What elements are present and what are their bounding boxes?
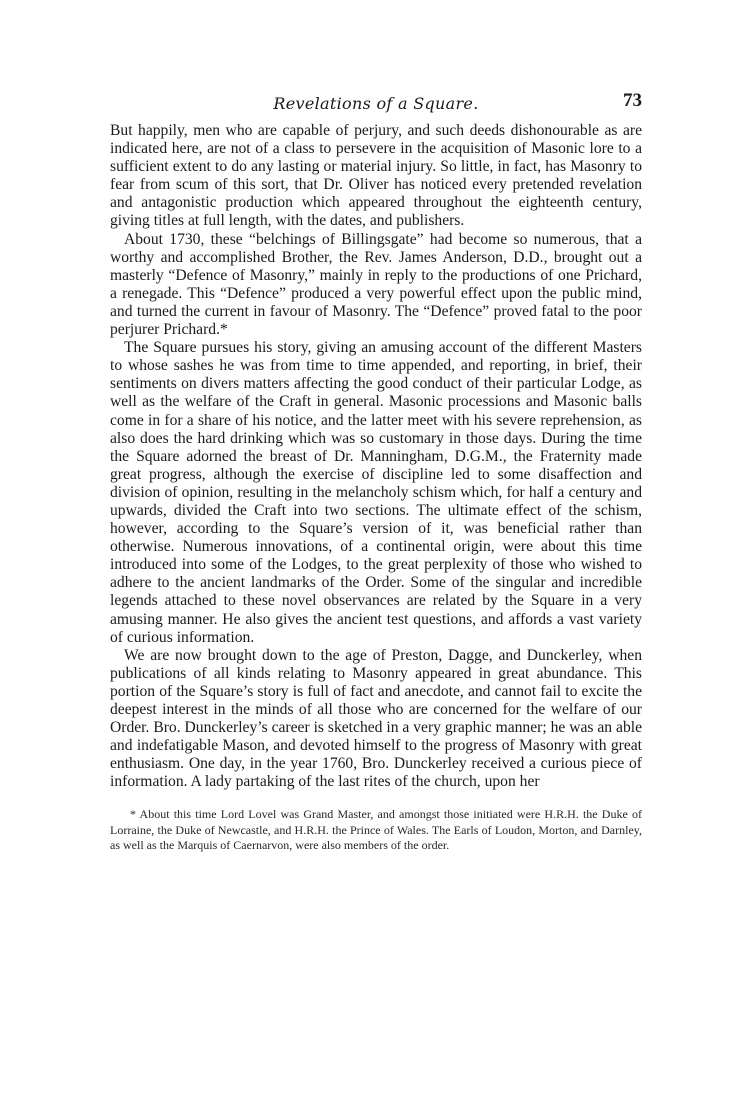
running-title: Revelations of a Square.: [273, 94, 479, 113]
paragraph-1: But happily, men who are capable of perjury, and such deeds dishonourable as are indicated here, are not of a class to persevere in the acquisition of Masonic lore to a sufficient extent to do any lasting or material injury. So little, in fact, has Masonry to fear from scum of this sort, that Dr. Oliver has noticed every pretended revelation and antagonistic production which appeared throughout the eighteenth century, giving titles at full length, with the dates, and publishers.: [110, 122, 642, 230]
book-page: [110, 88, 642, 853]
paragraph-3: The Square pursues his story, giving an amusing account of the different Masters to whose sashes he was from time to time appended, and reporting, in brief, their sentiments on divers matters affecting the good conduct of their particular Lodge, as well as the welfare of the Craft in general. Masonic processions and Masonic balls come in for a share of his notice, and the latter meet with his severe reprehension, as also does the hard drinking which was so customary in those days. During the time the Square adorned the breast of Dr. Manningham, D.G.M., the Fraternity made great progress, although the exercise of discipline led to some disaffection and division of opinion, resulting in the melancholy schism which, for half a century and upwards, divided the Craft into two sections. The ultimate effect of the schism, however, according to the Square’s version of it, was beneficial rather than otherwise. Numerous innovations, of a continental origin, were about this time introduced into some of the Lodges, to the great perplexity of those who wished to adhere to the ancient landmarks of the Order. Some of the singular and incredible legends attached to these novel observances are related by the Square in a very amusing manner. He also gives the ancient test questions, and affords a vast variety of curious information.: [110, 339, 642, 646]
page-header: [110, 88, 642, 122]
footnote: * About this time Lord Lovel was Grand Master, and amongst those initiated were H.R.H. the Duke of Lorraine, the Duke of Newcastle, and H.R.H. the Prince of Wales. The Earls of Loudon, Morton, and Darnley, as well as the Marquis of Caernarvon, were also members of the order.: [110, 807, 642, 852]
body-text: [110, 122, 642, 791]
paragraph-2: About 1730, these “belchings of Billingsgate” had become so numerous, that a worthy and accomplished Brother, the Rev. James Anderson, D.D., brought out a masterly “Defence of Masonry,” mainly in reply to the productions of one Prichard, a renegade. This “Defence” produced a very powerful effect upon the public mind, and turned the current in favour of Masonry. The “Defence” proved fatal to the poor perjurer Prichard.*: [110, 230, 642, 339]
page-number: 73: [623, 90, 642, 111]
paragraph-4: We are now brought down to the age of Preston, Dagge, and Dunckerley, when publications of all kinds relating to Masonry appeared in great abundance. This portion of the Square’s story is full of fact and anecdote, and cannot fail to excite the deepest interest in the minds of all those who are concerned for the welfare of our Order. Bro. Dunckerley’s career is sketched in a very graphic manner; he was an able and indefatigable Mason, and devoted himself to the progress of Masonry with great enthusiasm. One day, in the year 1760, Bro. Dunckerley received a curious piece of information. A lady partaking of the last rites of the church, upon her: [110, 646, 642, 791]
